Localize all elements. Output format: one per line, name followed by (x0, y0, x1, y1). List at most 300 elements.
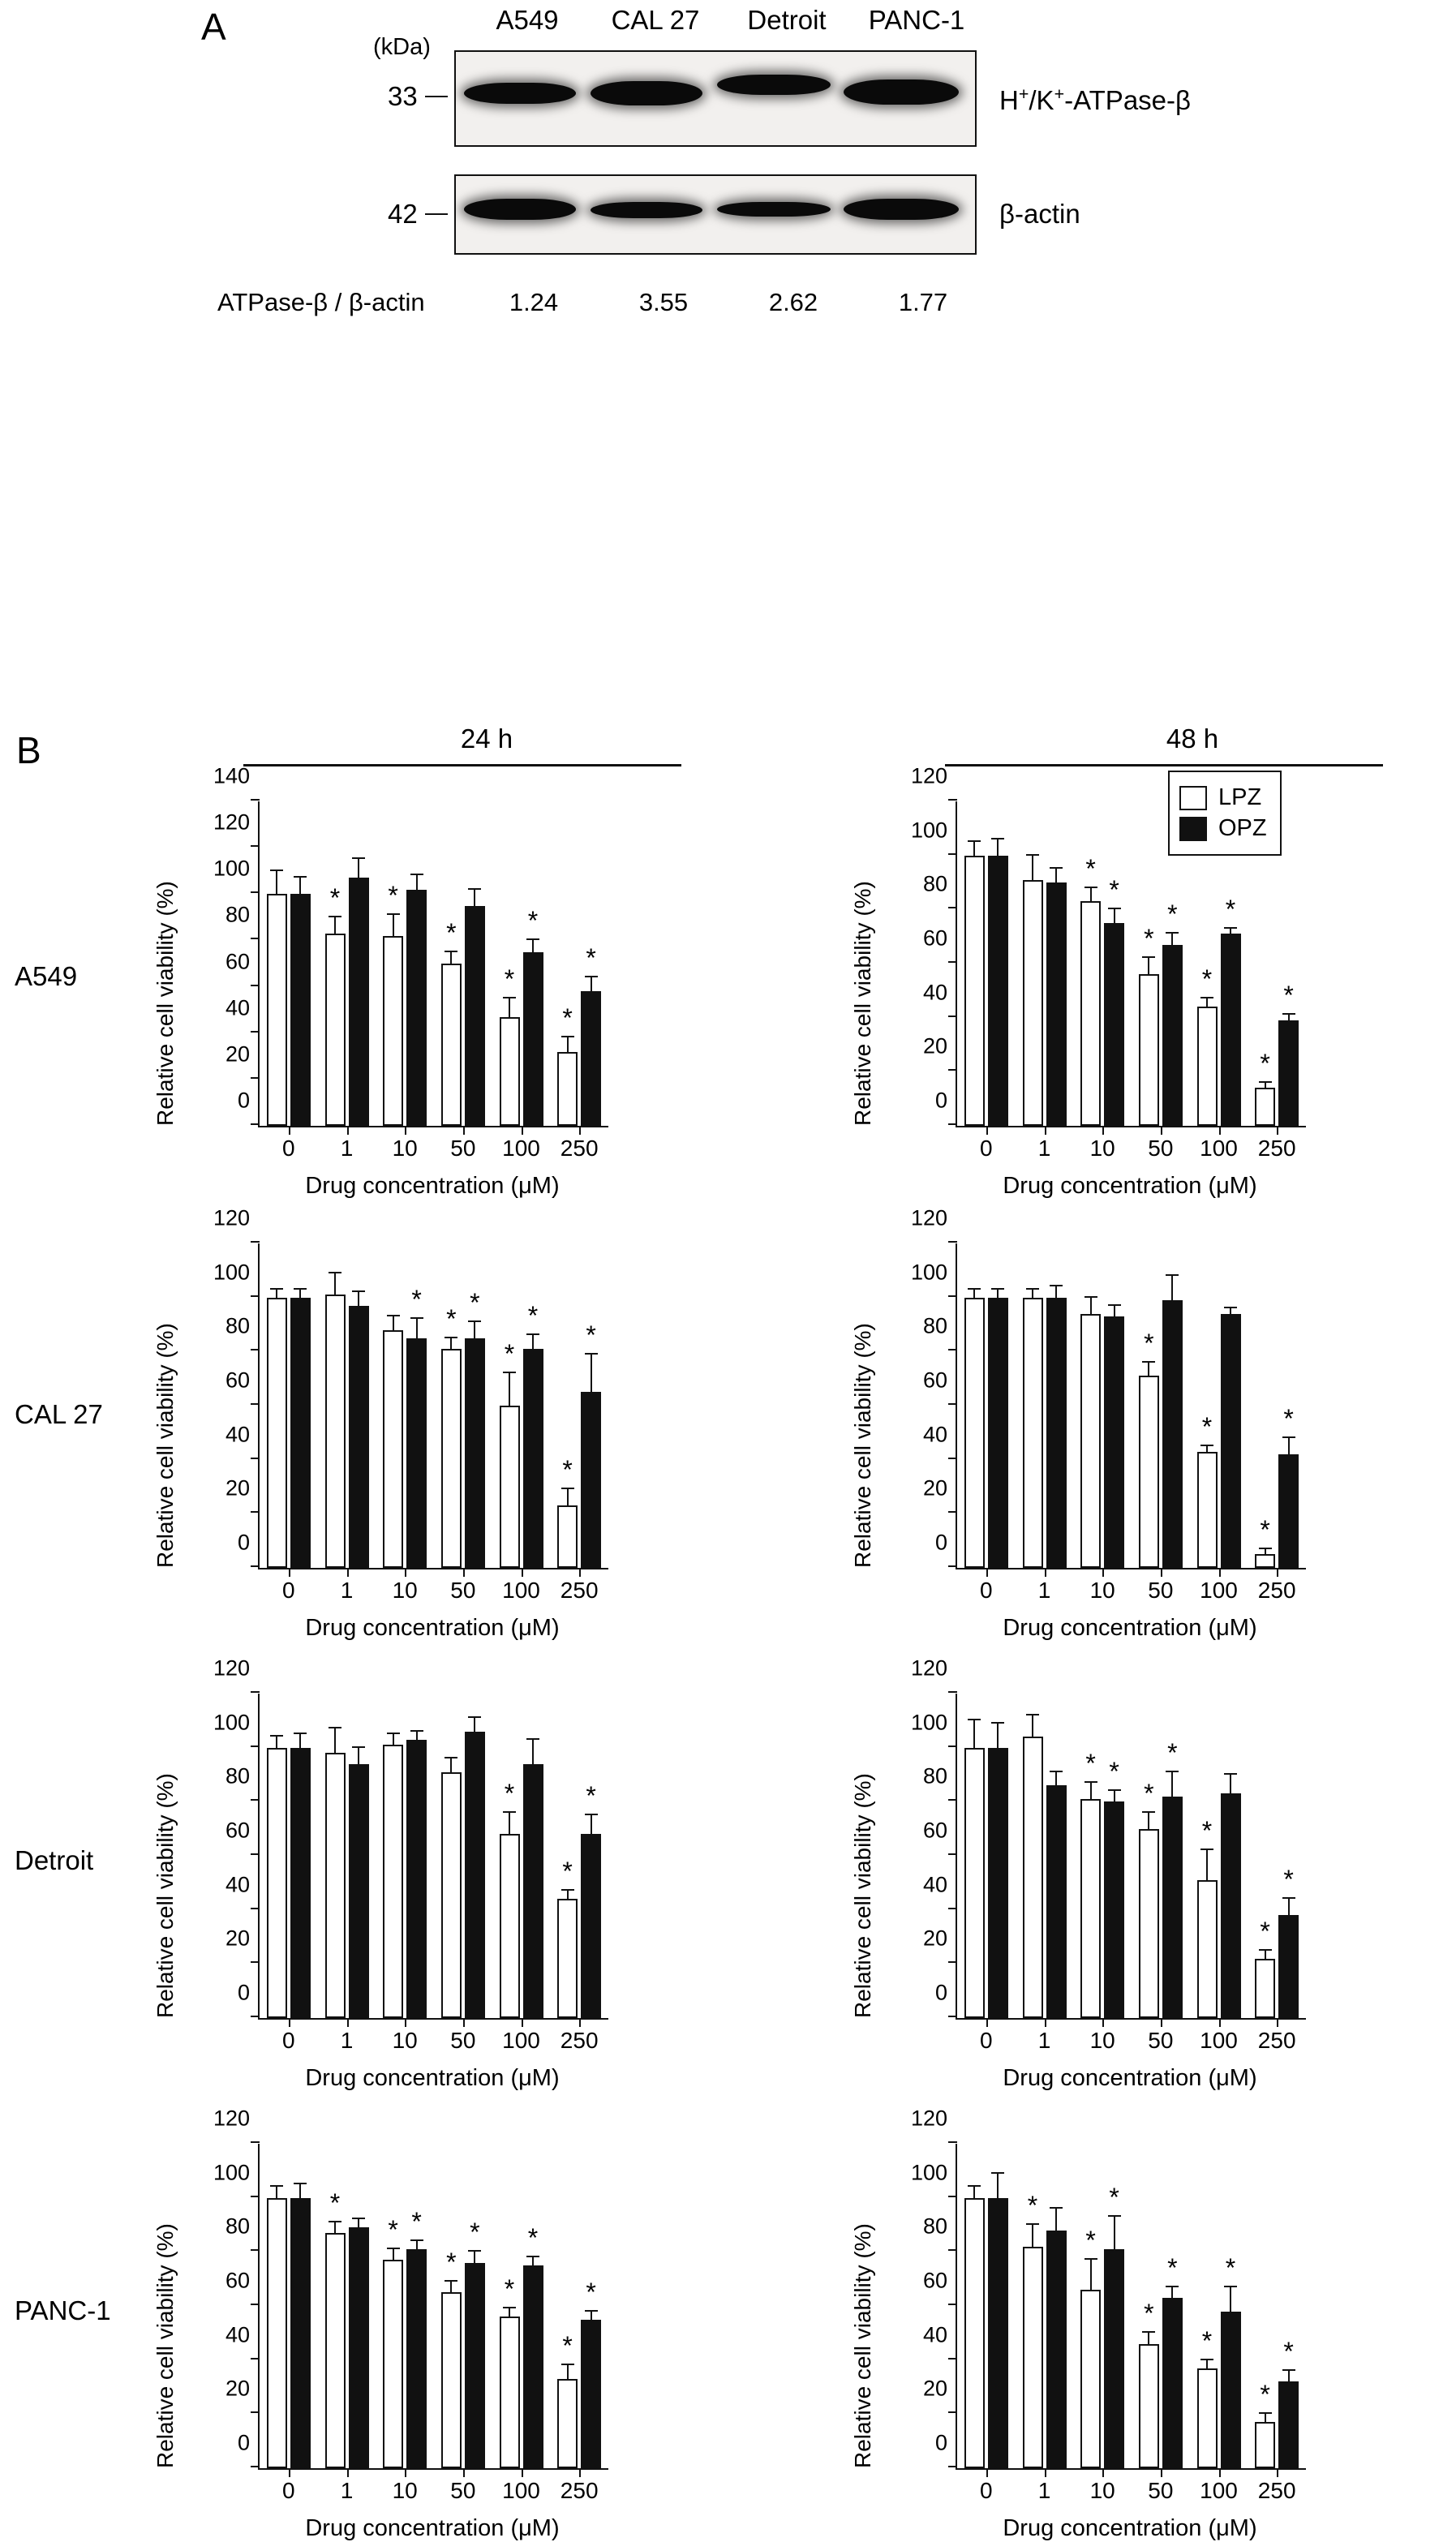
y-tick-mark (251, 845, 260, 847)
x-tick-mark (1277, 2468, 1278, 2477)
y-tick-label: 120 (910, 2106, 947, 2131)
error-bar-cap (1050, 1285, 1063, 1286)
error-bar (358, 1748, 359, 1764)
y-axis-label: Relative cell viability (%) (152, 1773, 178, 2018)
error-bar-cap (561, 2364, 574, 2365)
bar-lpz-1 (1023, 880, 1043, 1126)
x-tick-label: 0 (282, 2478, 295, 2503)
significance-star: * (446, 2248, 457, 2277)
x-tick-mark (289, 2018, 290, 2027)
significance-star: * (1283, 2337, 1294, 2366)
y-tick-mark (251, 2016, 260, 2017)
error-bar-cap (329, 2221, 341, 2222)
error-bar (1171, 1772, 1173, 1797)
y-tick-label: 100 (910, 818, 947, 843)
x-tick-label: 1 (340, 2478, 354, 2503)
significance-star: * (586, 2277, 596, 2307)
y-tick-mark (948, 1349, 957, 1350)
y-tick-mark (948, 907, 957, 908)
y-tick-label: 0 (934, 1088, 947, 1113)
bar-opz-100 (1221, 1314, 1241, 1568)
y-tick-label: 120 (213, 1655, 250, 1681)
bar-opz-10 (1104, 923, 1124, 1126)
y-tick-mark (251, 2196, 260, 2197)
error-bar-cap (329, 1272, 341, 1273)
x-tick-mark (1161, 2018, 1162, 2027)
error-bar (1171, 1276, 1173, 1300)
plot-area (910, 1205, 1306, 1603)
error-bar (416, 1732, 418, 1740)
error-bar (276, 1290, 277, 1298)
bar-opz-0 (988, 1748, 1008, 2018)
error-bar (334, 917, 336, 934)
significance-star: * (446, 1303, 457, 1333)
bar-opz-50 (1162, 2298, 1183, 2468)
x-tick-mark (405, 2468, 406, 2477)
bar-lpz-50 (1139, 974, 1159, 1126)
y-tick-label: 0 (934, 1980, 947, 2005)
y-tick-label: 100 (910, 1260, 947, 1285)
y-tick-label: 120 (910, 1655, 947, 1681)
x-axis-label: Drug concentration (μM) (1003, 1615, 1257, 1641)
error-bar (450, 1758, 452, 1772)
x-tick-mark (347, 2468, 349, 2477)
bar-opz-50 (1162, 1300, 1183, 1568)
plot-area (910, 2106, 1306, 2503)
x-tick-mark (463, 2018, 465, 2027)
error-bar-cap (503, 997, 516, 998)
y-tick-mark (251, 1349, 260, 1350)
error-bar (450, 2282, 452, 2292)
x-tick-mark (289, 2468, 290, 2477)
legend-label-opz: OPZ (1218, 815, 1267, 841)
bar-lpz-50 (1139, 2344, 1159, 2468)
y-tick-mark (251, 1077, 260, 1079)
error-bar-cap (1142, 1811, 1155, 1813)
bar-opz-10 (406, 1740, 427, 2018)
error-bar-cap (1166, 1771, 1179, 1772)
error-bar-cap (968, 2185, 981, 2187)
error-bar (358, 1292, 359, 1306)
error-bar (1114, 1306, 1115, 1316)
significance-star: * (1283, 1404, 1294, 1433)
x-tick-label: 1 (1037, 2478, 1051, 2503)
error-bar (358, 859, 359, 878)
error-bar-cap (1026, 854, 1039, 856)
y-tick-mark (948, 1908, 957, 1909)
bar-opz-250 (581, 1834, 601, 2018)
x-tick-label: 250 (1257, 1136, 1296, 1161)
x-axis-label: Drug concentration (μM) (305, 1615, 560, 1641)
ratio-label: ATPase-β / β-actin (217, 288, 425, 316)
x-tick-label: 50 (450, 1578, 476, 1603)
error-bar (1114, 909, 1115, 923)
y-axis-label: Relative cell viability (%) (152, 2223, 178, 2468)
significance-star: * (329, 882, 341, 912)
bar-lpz-0 (267, 2198, 287, 2468)
bar-lpz-250 (1255, 1959, 1275, 2018)
x-tick-label: 50 (450, 2028, 476, 2053)
error-bar (334, 2222, 336, 2233)
chart-detroit-24h (138, 1655, 641, 2091)
y-tick-label: 100 (910, 2160, 947, 2185)
error-bar (1265, 1549, 1266, 1555)
x-tick-mark (1277, 1568, 1278, 1577)
y-tick-mark (948, 1123, 957, 1125)
x-tick-label: 0 (980, 2028, 993, 2053)
bar-opz-10 (406, 2249, 427, 2468)
bar-lpz-100 (500, 1017, 520, 1126)
bar-opz-0 (988, 1298, 1008, 1568)
error-bar (509, 1813, 510, 1835)
x-tick-label: 0 (980, 1578, 993, 1603)
bar-lpz-250 (1255, 1554, 1275, 1568)
significance-star: * (562, 2331, 573, 2361)
y-tick-label: 0 (237, 1980, 250, 2005)
error-bar (276, 871, 277, 895)
x-tick-mark (289, 1126, 290, 1135)
error-bar (1032, 1715, 1033, 1737)
x-tick-mark (405, 1568, 406, 1577)
error-bar (1171, 2287, 1173, 2298)
bar-opz-250 (581, 1392, 601, 1568)
bar-lpz-250 (557, 1052, 578, 1126)
significance-star: * (411, 1285, 422, 1315)
error-bar-cap (1026, 1714, 1039, 1715)
y-tick-label: 80 (922, 871, 947, 896)
x-tick-label: 10 (1089, 2028, 1115, 2053)
y-tick-mark (948, 1691, 957, 1693)
significance-star: * (1260, 1048, 1270, 1078)
x-tick-label: 10 (1089, 1578, 1115, 1603)
x-axis-label: Drug concentration (μM) (1003, 2065, 1257, 2091)
error-bar (1090, 1783, 1092, 1799)
error-bar (591, 1355, 592, 1393)
bar-opz-10 (1104, 1316, 1124, 1568)
y-axis-label: Relative cell viability (%) (850, 1773, 875, 2018)
error-bar-cap (1259, 1548, 1272, 1549)
significance-star: * (504, 964, 515, 994)
bar-opz-50 (465, 906, 485, 1126)
significance-star: * (562, 1857, 573, 1887)
x-tick-label: 10 (392, 1578, 418, 1603)
error-bar-cap (1282, 1436, 1295, 1438)
x-tick-mark (1045, 2468, 1046, 2477)
x-tick-label: 250 (560, 2028, 599, 2053)
bar-opz-250 (581, 991, 601, 1126)
error-bar (1230, 2287, 1231, 2312)
row-label-detroit: Detroit (15, 1845, 94, 1875)
error-bar (416, 1319, 418, 1338)
x-tick-label: 250 (560, 1578, 599, 1603)
bar-lpz-100 (500, 2317, 520, 2468)
error-bar (567, 2365, 569, 2379)
error-bar-cap (468, 2250, 481, 2252)
plot-area (213, 1655, 608, 2053)
error-bar-cap (445, 1757, 457, 1758)
error-bar (299, 878, 301, 894)
x-tick-mark (1102, 2468, 1104, 2477)
error-bar (1265, 1083, 1266, 1089)
x-tick-mark (579, 2468, 581, 2477)
y-tick-mark (251, 938, 260, 939)
x-tick-label: 10 (1089, 2478, 1115, 2503)
significance-star: * (504, 1339, 515, 1368)
x-axis-label: Drug concentration (μM) (1003, 1173, 1257, 1199)
bar-opz-100 (523, 1349, 543, 1568)
y-tick-mark (251, 985, 260, 986)
error-bar-cap (1084, 1781, 1097, 1783)
x-tick-label: 100 (1200, 1578, 1238, 1603)
bar-opz-0 (290, 1748, 311, 2018)
error-bar-cap (329, 916, 341, 917)
error-bar-cap (1108, 1789, 1121, 1791)
error-bar-cap (1084, 1296, 1097, 1298)
error-bar (1265, 1951, 1266, 1959)
error-bar-cap (561, 1488, 574, 1489)
error-bar (334, 1728, 336, 1753)
panel-a-letter: A (201, 6, 226, 48)
x-tick-label: 0 (282, 1578, 295, 1603)
significance-star: * (1085, 853, 1096, 883)
x-axis-label: Drug concentration (μM) (305, 1173, 560, 1199)
x-tick-label: 100 (502, 1136, 540, 1161)
y-tick-label: 0 (237, 1530, 250, 1555)
chart-panc1-24h (138, 2106, 641, 2541)
y-tick-mark (251, 2304, 260, 2305)
y-tick-label: 20 (225, 2376, 250, 2401)
y-tick-mark (948, 1241, 957, 1243)
error-bar (1090, 1298, 1092, 1314)
error-bar-cap (1108, 908, 1121, 909)
y-tick-mark (251, 1458, 260, 1459)
error-bar (474, 1718, 475, 1732)
y-tick-label: 80 (922, 1763, 947, 1788)
x-tick-mark (1277, 1126, 1278, 1135)
y-axis-label: Relative cell viability (%) (850, 881, 875, 1126)
y-tick-label: 100 (213, 856, 250, 881)
bar-opz-50 (465, 1732, 485, 2018)
y-tick-mark (948, 1016, 957, 1017)
error-bar (450, 1338, 452, 1349)
error-bar-cap (1282, 1013, 1295, 1015)
error-bar-cap (1282, 1897, 1295, 1899)
significance-star: * (1201, 1816, 1213, 1846)
y-tick-label: 120 (910, 1205, 947, 1230)
error-bar (997, 839, 999, 856)
bar-opz-100 (1221, 1793, 1241, 2018)
y-tick-label: 80 (922, 1313, 947, 1338)
plot-area (910, 1655, 1306, 2053)
x-tick-mark (1277, 2018, 1278, 2027)
error-bar (1055, 2209, 1057, 2231)
x-tick-mark (1161, 1568, 1162, 1577)
error-bar (1148, 1813, 1149, 1829)
y-tick-label: 80 (225, 902, 250, 927)
x-tick-label: 1 (1037, 2028, 1051, 2053)
error-bar-cap (1200, 1445, 1213, 1446)
time-rule-24h (243, 764, 681, 766)
bar-lpz-10 (1080, 901, 1101, 1126)
chart-detroit-48h (835, 1655, 1338, 2091)
plot-area (213, 2106, 608, 2503)
x-tick-mark (463, 1568, 465, 1577)
x-tick-label: 50 (1148, 1578, 1174, 1603)
error-bar-cap (387, 913, 400, 915)
error-bar (973, 1720, 975, 1747)
x-tick-mark (405, 1126, 406, 1135)
y-tick-mark (251, 2466, 260, 2467)
error-bar-cap (352, 1290, 365, 1292)
y-tick-label: 60 (922, 2268, 947, 2293)
lane-label-detroit: Detroit (747, 5, 827, 35)
y-tick-label: 40 (225, 995, 250, 1020)
bar-opz-1 (349, 2227, 369, 2468)
y-tick-mark (251, 2141, 260, 2143)
y-tick-mark (948, 1511, 957, 1513)
bar-opz-0 (290, 1298, 311, 1568)
error-bar-cap (329, 1727, 341, 1728)
bar-opz-50 (465, 1338, 485, 1568)
error-bar (299, 1734, 301, 1748)
y-tick-mark (251, 1403, 260, 1405)
error-bar-cap (468, 1320, 481, 1322)
y-tick-mark (948, 2304, 957, 2305)
x-tick-mark (1161, 2468, 1162, 2477)
y-tick-label: 0 (237, 1088, 250, 1113)
error-bar-cap (387, 2248, 400, 2249)
significance-star: * (527, 2223, 539, 2252)
significance-star: * (1260, 1514, 1270, 1544)
x-tick-label: 250 (560, 1136, 599, 1161)
significance-star: * (388, 2215, 398, 2244)
mw-marker-42: 42 (388, 199, 418, 229)
y-tick-label: 100 (213, 1710, 250, 1735)
x-tick-mark (289, 1568, 290, 1577)
x-tick-mark (1045, 2018, 1046, 2027)
y-tick-mark (948, 1799, 957, 1801)
error-bar (997, 1724, 999, 1748)
significance-star: * (1283, 1865, 1294, 1895)
x-tick-label: 50 (450, 2478, 476, 2503)
error-bar (450, 952, 452, 964)
y-tick-mark (948, 1853, 957, 1855)
error-bar (997, 1290, 999, 1298)
error-bar-cap (270, 870, 283, 871)
y-tick-mark (948, 2141, 957, 2143)
y-tick-mark (251, 1565, 260, 1567)
bar-lpz-100 (1197, 1452, 1218, 1568)
x-tick-label: 0 (980, 1136, 993, 1161)
significance-star: * (1144, 2299, 1154, 2329)
x-tick-mark (986, 2018, 988, 2027)
error-bar-cap (1224, 1307, 1237, 1308)
error-bar-cap (1259, 1949, 1272, 1951)
significance-star: * (1144, 924, 1154, 954)
y-tick-label: 0 (934, 2430, 947, 2455)
y-tick-mark (251, 1853, 260, 1855)
y-tick-mark (948, 1458, 957, 1459)
x-tick-mark (986, 2468, 988, 2477)
x-tick-mark (463, 1126, 465, 1135)
error-bar (1206, 998, 1208, 1007)
error-bar-cap (585, 1814, 598, 1815)
y-tick-label: 40 (922, 980, 947, 1005)
y-tick-label: 60 (225, 1368, 250, 1393)
error-bar-cap (294, 876, 307, 878)
y-tick-label: 20 (225, 1926, 250, 1951)
error-bar (1032, 856, 1033, 880)
significance-star: * (1109, 2183, 1119, 2212)
x-axis-label: Drug concentration (μM) (305, 2515, 560, 2541)
bar-lpz-1 (325, 2233, 346, 2468)
error-bar (1288, 1899, 1290, 1915)
error-bar-cap (526, 2256, 539, 2257)
y-tick-mark (948, 961, 957, 963)
error-bar-cap (585, 2310, 598, 2312)
y-tick-mark (948, 2411, 957, 2413)
error-bar-cap (270, 1288, 283, 1290)
bar-lpz-10 (383, 936, 403, 1126)
y-tick-mark (948, 1069, 957, 1071)
y-tick-mark (948, 1295, 957, 1297)
x-tick-label: 10 (392, 2478, 418, 2503)
y-tick-label: 120 (213, 2106, 250, 2131)
bar-opz-50 (1162, 945, 1183, 1126)
significance-star: * (1167, 900, 1178, 930)
error-bar (1230, 1308, 1231, 1314)
error-bar (509, 1373, 510, 1406)
y-tick-label: 40 (922, 2322, 947, 2347)
significance-star: * (1167, 2252, 1178, 2282)
error-bar (1055, 869, 1057, 882)
error-bar (1055, 1772, 1057, 1786)
error-bar-cap (410, 2239, 423, 2241)
error-bar (509, 998, 510, 1017)
y-tick-label: 60 (225, 1818, 250, 1843)
error-bar-cap (991, 2172, 1004, 2174)
y-tick-label: 60 (225, 2268, 250, 2293)
error-bar-cap (410, 1317, 423, 1319)
error-bar-cap (1108, 2215, 1121, 2217)
error-bar (1032, 2225, 1033, 2247)
bar-opz-1 (1046, 882, 1067, 1126)
error-bar-cap (352, 1746, 365, 1748)
kda-unit-label: (kDa) (373, 34, 431, 60)
significance-star: * (446, 917, 457, 947)
error-bar (1206, 1850, 1208, 1880)
bar-opz-250 (1278, 1454, 1299, 1568)
bar-lpz-100 (500, 1406, 520, 1568)
bar-lpz-10 (1080, 1314, 1101, 1568)
x-tick-mark (347, 1568, 349, 1577)
x-tick-label: 0 (282, 1136, 295, 1161)
error-bar-cap (1050, 2207, 1063, 2209)
error-bar-cap (445, 951, 457, 952)
bar-opz-10 (1104, 1801, 1124, 2018)
y-axis-label: Relative cell viability (%) (152, 1323, 178, 1568)
error-bar (474, 1322, 475, 1338)
x-tick-label: 0 (980, 2478, 993, 2503)
bar-lpz-0 (964, 856, 985, 1126)
x-tick-label: 50 (1148, 2478, 1174, 2503)
error-bar (1148, 958, 1149, 974)
y-tick-mark (251, 1961, 260, 1963)
y-tick-label: 120 (213, 1205, 250, 1230)
bar-opz-10 (406, 1338, 427, 1568)
time-rule-48h (945, 764, 1383, 766)
bar-lpz-0 (267, 1298, 287, 1568)
